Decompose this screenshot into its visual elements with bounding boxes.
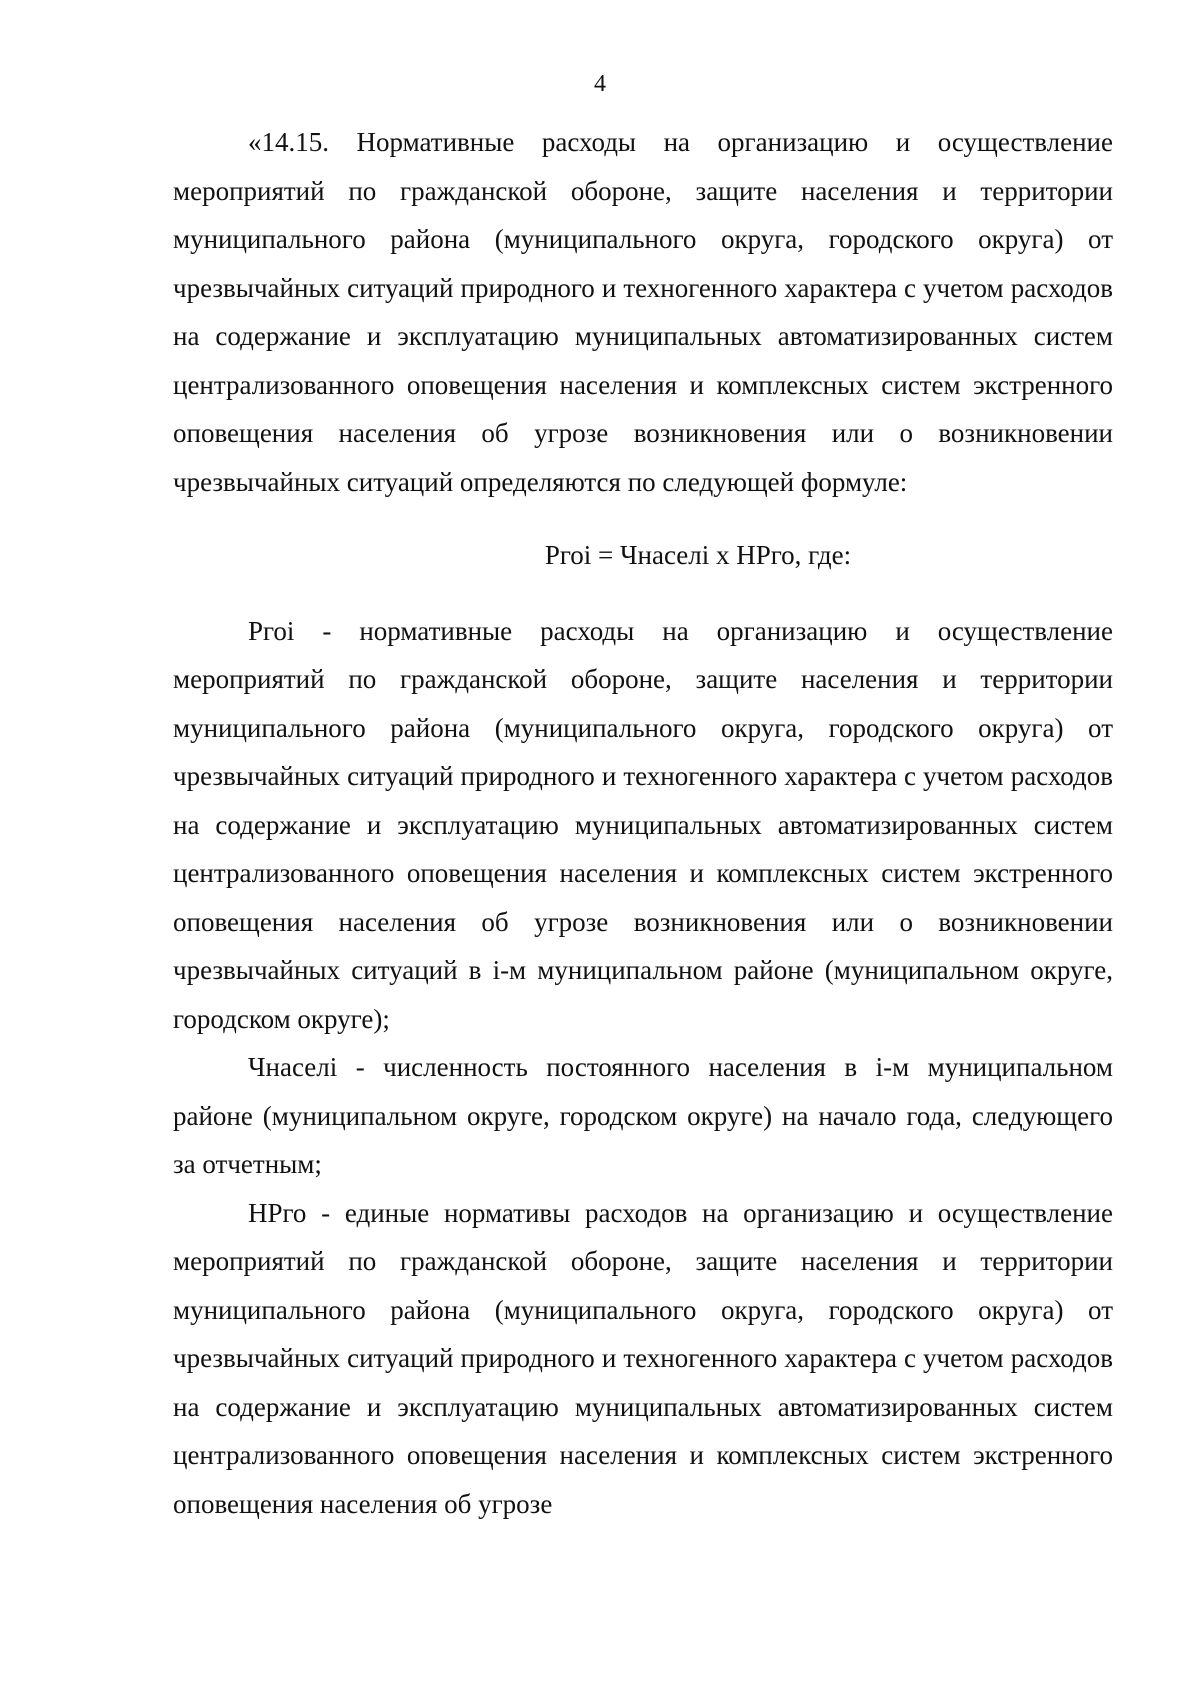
- paragraph-14-15: «14.15. Нормативные расходы на организацию и осуществление мероприятий по гражданской обороне, защите населения и территории муниципального района (муниципального округа, городского округа) от чрезвычайных ситуаций природного и техногенного характера с учетом расходов на содержание и эксплуатацию муниципальных автоматизированных систем централизованного оповещения населения и комплексных систем экстренного оповещения населения об угрозе возникновения или о возникновении чрезвычайных ситуаций определяются по следующей формуле:: [173, 127, 1113, 497]
- document-body: [173, 118, 1113, 1528]
- formula: Ргоi = Чнаселi х НРго, где:: [544, 540, 852, 570]
- paragraph-rgoi-definition: Ргоi - нормативные расходы на организацию и осуществление мероприятий по гражданской обороне, защите населения и территории муниципального района (муниципального округа, городского округа) от чрезвычайных ситуаций природного и техногенного характера с учетом расходов на содержание и эксплуатацию муниципальных автоматизированных систем централизованного оповещения населения и комплексных систем экстренного оповещения населения об угрозе возникновения или о возникновении чрезвычайных ситуаций в i-м муниципальном районе (муниципальном округе, городском округе);: [173, 615, 1113, 1034]
- paragraph-chnaseli-definition: Чнаселi - численность постоянного населения в i-м муниципальном районе (муниципальном округе, городском округе) на начало года, следующего за отчетным;: [173, 1052, 1113, 1179]
- page-number: 4: [594, 71, 606, 97]
- paragraph-nrgo-definition: НРго - единые нормативы расходов на организацию и осуществление мероприятий по гражданской обороне, защите населения и территории муниципального района (муниципального округа, городского округа) от чрезвычайных ситуаций природного и техногенного характера с учетом расходов на содержание и эксплуатацию муниципальных автоматизированных систем централизованного оповещения населения и комплексных систем экстренного оповещения населения об угрозе: [173, 1197, 1113, 1519]
